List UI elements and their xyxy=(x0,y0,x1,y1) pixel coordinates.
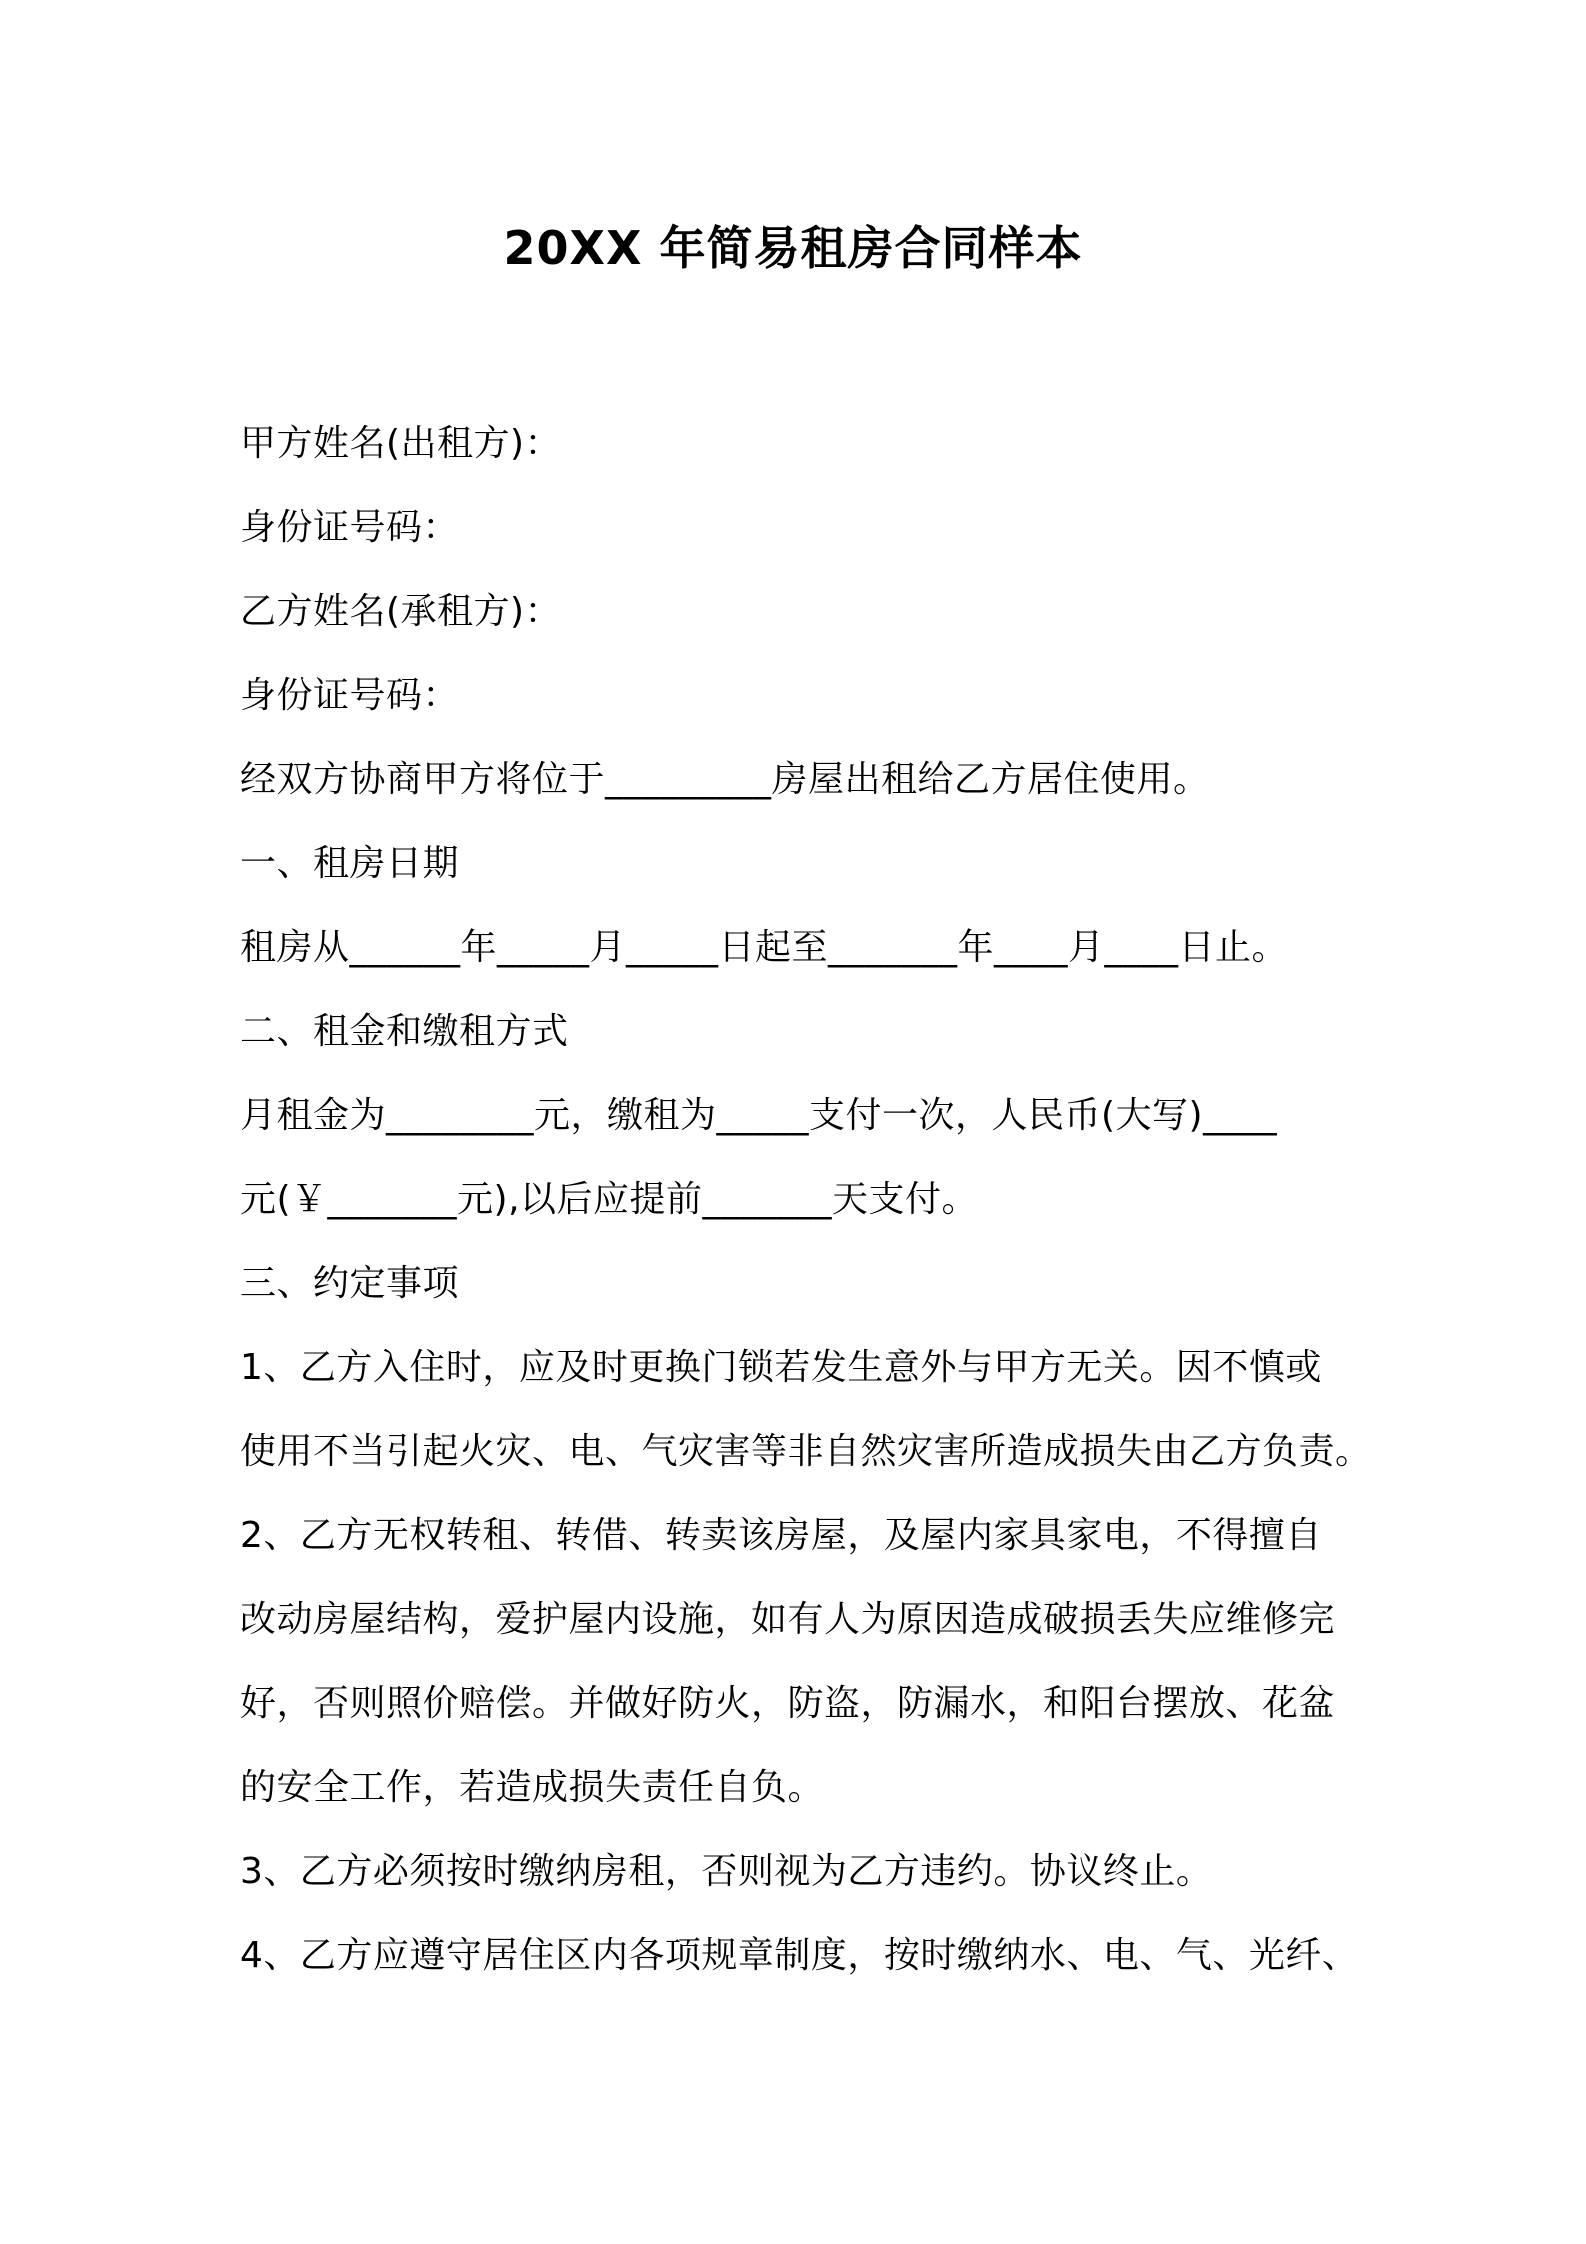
section-heading-rent-payment: 二、租金和缴租方式 xyxy=(240,1011,569,1052)
document-body xyxy=(240,402,1370,1998)
section-heading-rental-period: 一、租房日期 xyxy=(240,843,460,884)
term-1-line-1: 1、乙方入住时，应及时更换门锁若发生意外与甲方无关。因不慎或 xyxy=(240,1347,1322,1388)
term-2-line-4: 的安全工作，若造成损失责任自负。 xyxy=(240,1767,825,1808)
rental-period-line: 租房从______年_____月_____日起至_______年____月____日止。 xyxy=(240,927,1289,968)
term-2-line-3: 好，否则照价赔偿。并做好防火，防盗，防漏水，和阳台摆放、花盆 xyxy=(240,1683,1336,1724)
term-1-line-2: 使用不当引起火灾、电、气灾害等非自然灾害所造成损失由乙方负责。 xyxy=(240,1431,1372,1472)
property-location-line: 经双方协商甲方将位于_________房屋出租给乙方居住使用。 xyxy=(240,759,1210,800)
section-heading-agreed-terms: 三、约定事项 xyxy=(240,1263,460,1304)
term-2-line-1: 2、乙方无权转租、转借、转卖该房屋，及屋内家具家电，不得擅自 xyxy=(240,1515,1322,1556)
term-3-line-1: 3、乙方必须按时缴纳房租，否则视为乙方违约。协议终止。 xyxy=(240,1851,1213,1892)
lessee-name-line: 乙方姓名(承租方)： xyxy=(240,591,562,632)
lessee-id-line: 身份证号码： xyxy=(240,675,460,716)
term-2-line-2: 改动房屋结构，爱护屋内设施，如有人为原因造成破损丢失应维修完 xyxy=(240,1599,1336,1640)
lessor-name-line: 甲方姓名(出租方)： xyxy=(240,423,562,464)
lessor-id-line: 身份证号码： xyxy=(240,507,460,548)
term-4-line-1: 4、乙方应遵守居住区内各项规章制度，按时缴纳水、电、气、光纤、 xyxy=(240,1935,1359,1976)
rent-payment-line-1: 月租金为________元，缴租为_____支付一次，人民币(大写)____ xyxy=(240,1095,1278,1136)
document-title: 20XX 年简易租房合同样本 xyxy=(503,221,1083,275)
rent-payment-line-2: 元(￥_______元),以后应提前_______天支付。 xyxy=(240,1179,979,1220)
